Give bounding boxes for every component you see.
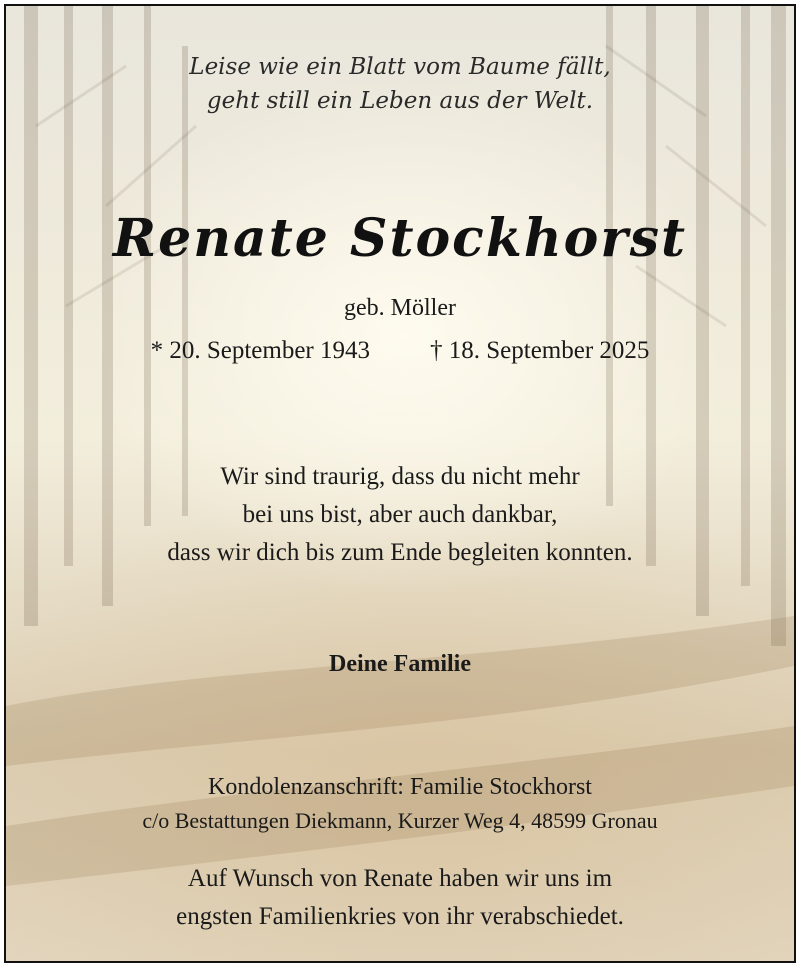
note-line-1: Auf Wunsch von Renate haben wir uns im bbox=[187, 865, 613, 892]
message-line-1: Wir sind traurig, dass du nicht mehr bbox=[220, 463, 580, 490]
condolence-line-2: c/o Bestattungen Diekmann, Kurzer Weg 4, 48599 Gronau bbox=[142, 808, 658, 833]
family-signature: Deine Familie bbox=[329, 651, 471, 677]
life-dates bbox=[6, 337, 794, 365]
message-line-2: bei uns bist, aber auch dankbar, bbox=[242, 501, 558, 528]
private-farewell-note bbox=[6, 860, 794, 936]
note-line-2: engsten Familienkries von ihr verabschiedet. bbox=[176, 903, 624, 930]
deceased-name: Renate Stockhorst bbox=[112, 208, 688, 269]
verse bbox=[6, 50, 794, 118]
condolence-line-1: Kondolenzanschrift: Familie Stockhorst bbox=[208, 774, 592, 800]
message-line-3: dass wir dich bis zum Ende begleiten konnten. bbox=[167, 539, 633, 566]
obituary-card bbox=[4, 4, 796, 963]
verse-line-2: geht still ein Leben aus der Welt. bbox=[206, 88, 594, 114]
farewell-message bbox=[6, 458, 794, 572]
birth-date: * 20. September 1943 bbox=[150, 337, 370, 364]
birth-name: geb. Möller bbox=[344, 295, 456, 321]
verse-line-1: Leise wie ein Blatt vom Baume fällt, bbox=[189, 54, 611, 80]
condolence-address bbox=[6, 770, 794, 838]
death-date: † 18. September 2025 bbox=[430, 337, 650, 364]
